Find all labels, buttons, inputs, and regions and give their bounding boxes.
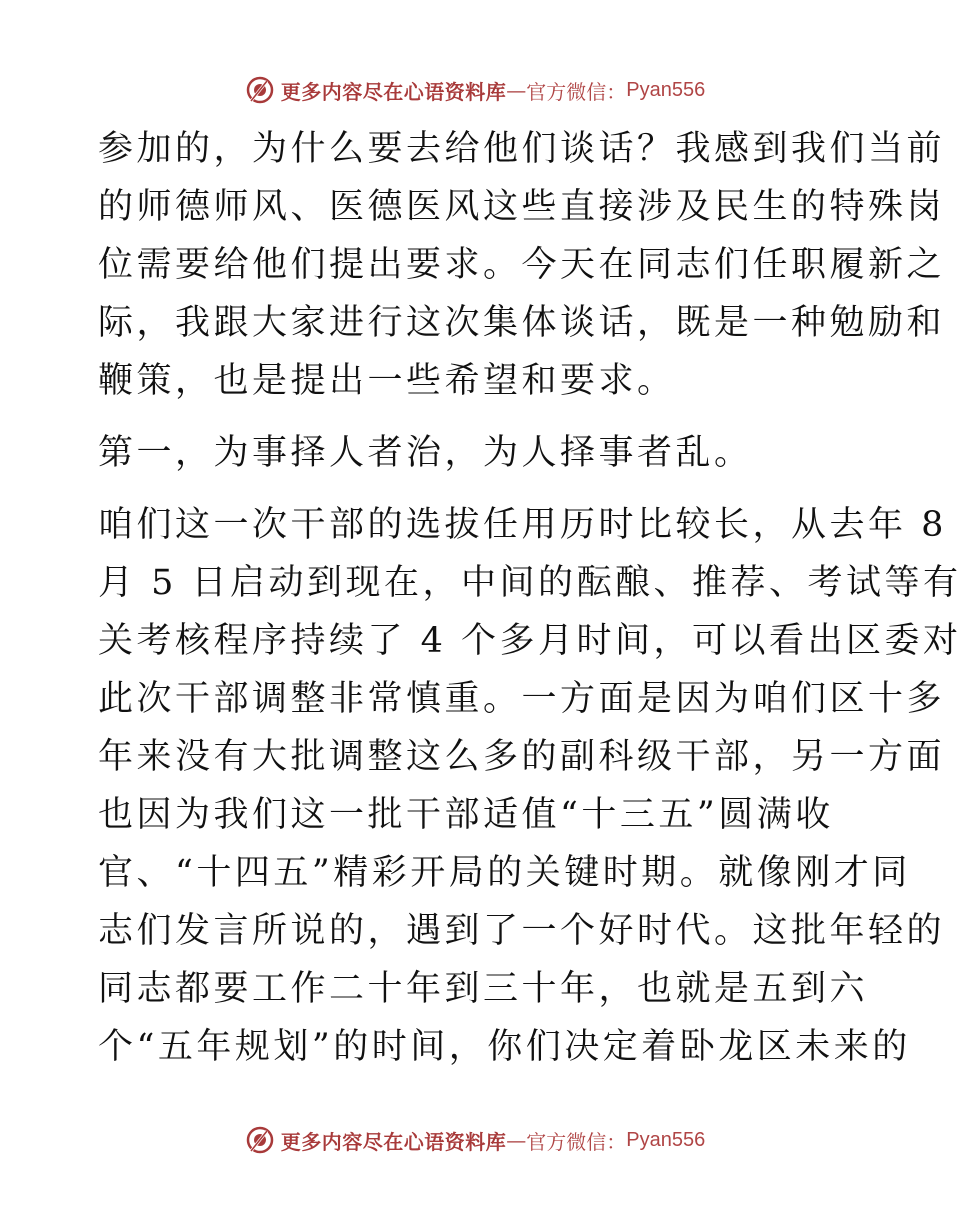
pen-logo-icon: [245, 1125, 275, 1155]
pen-logo-icon: [245, 75, 275, 105]
banner-dash: —: [506, 1128, 527, 1152]
banner-main-text: 更多内容尽在心语资料库: [280, 1129, 507, 1154]
text-line: 关考核程序持续了 4 个多月时间，可以看出区委对: [98, 621, 962, 661]
section-heading: 第一，为事择人者治，为人择事者乱。: [98, 433, 753, 473]
text-line: 个“五年规划”的时间，你们决定着卧龙区未来的: [98, 1027, 911, 1067]
paragraph-2: [98, 496, 962, 1076]
text-line: 年来没有大批调整这么多的副科级干部，另一方面: [98, 737, 946, 777]
banner-wechat-id: Pyan556: [626, 78, 706, 101]
text-line: 咱们这一次干部的选拔任用历时比较长，从去年 8: [98, 505, 947, 545]
banner-dash: —: [506, 78, 527, 102]
paragraph-1: [98, 120, 946, 410]
document-body: [98, 120, 962, 1076]
text-line: 位需要给他们提出要求。今天在同志们任职履新之: [98, 245, 946, 285]
banner-wechat-label: 官方微信：: [526, 1129, 627, 1154]
text-line: 参加的，为什么要去给他们谈话？我感到我们当前: [98, 129, 946, 169]
banner-wechat-id: Pyan556: [626, 1128, 706, 1151]
text-line: 官、“十四五”精彩开局的关键时期。就像刚才同: [98, 853, 911, 893]
header-banner: [0, 70, 950, 110]
footer-banner: [0, 1120, 950, 1160]
text-line: 际，我跟大家进行这次集体谈话，既是一种勉励和: [98, 303, 946, 343]
banner-wechat-label: 官方微信：: [526, 79, 627, 104]
text-line: 月 5 日启动到现在，中间的酝酿、推荐、考试等有: [98, 563, 962, 603]
text-line: 鞭策，也是提出一些希望和要求。: [98, 361, 676, 401]
text-line: 同志都要工作二十年到三十年，也就是五到六: [98, 969, 869, 1009]
text-line: 志们发言所说的，遇到了一个好时代。这批年轻的: [98, 911, 946, 951]
text-line: 此次干部调整非常慎重。一方面是因为咱们区十多: [98, 679, 946, 719]
text-line: 的师德师风、医德医风这些直接涉及民生的特殊岗: [98, 187, 946, 227]
text-line: 也因为我们这一批干部适值“十三五”圆满收: [98, 795, 834, 835]
banner-main-text: 更多内容尽在心语资料库: [280, 79, 507, 104]
